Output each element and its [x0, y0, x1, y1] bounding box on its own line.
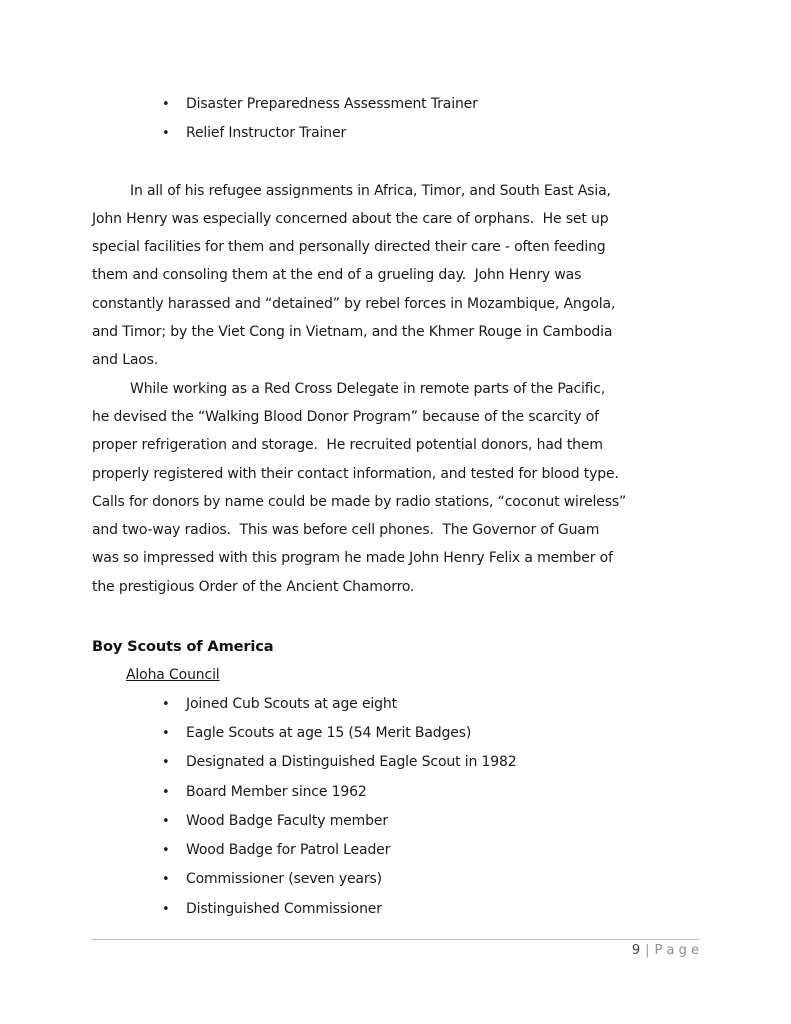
bullet-text: Joined Cub Scouts at age eight: [186, 695, 397, 712]
bullet-text: Distinguished Commissioner: [186, 900, 382, 917]
bullet-text: Eagle Scouts at age 15 (54 Merit Badges): [186, 724, 472, 741]
bullet-item: [162, 807, 699, 836]
text-line: constantly harassed and “detained” by rebel forces in Mozambique, Angola,: [92, 295, 616, 312]
bullet-text: Disaster Preparedness Assessment Trainer: [186, 96, 478, 112]
bullet-item: [162, 778, 699, 807]
bullet-item: [162, 748, 699, 777]
text-line: proper refrigeration and storage. He recruited potential donors, had them: [92, 437, 603, 454]
text-line: and two-way radios. This was before cell phones. The Governor of Guam: [92, 522, 600, 539]
bullet-icon: •: [162, 813, 170, 829]
section-heading-boy-scouts: Boy Scouts of America: [92, 638, 274, 656]
bullet-text: Commissioner (seven years): [186, 871, 382, 888]
text-line: them and consoling them at the end of a grueling day. John Henry was: [92, 267, 582, 284]
scout-bullet-list: [92, 690, 699, 924]
bullet-item: [162, 90, 699, 119]
text-line: In all of his refugee assignments in Africa, Timor, and South East Asia,: [130, 182, 611, 199]
text-line: the prestigious Order of the Ancient Chamorro.: [92, 578, 415, 595]
text-line: special facilities for them and personally directed their care - often feeding: [92, 239, 606, 256]
footer-separator: |: [645, 943, 650, 958]
bullet-item: [162, 119, 699, 148]
page-word: P a g e: [654, 943, 699, 958]
text-line: properly registered with their contact information, and tested for blood type.: [92, 465, 619, 482]
bullet-item: [162, 865, 699, 894]
certification-bullet-list: [92, 90, 699, 149]
text-line: and Laos.: [92, 352, 159, 369]
bullet-text: Designated a Distinguished Eagle Scout in 1982: [186, 754, 517, 771]
bullet-item: [162, 719, 699, 748]
bullet-icon: •: [162, 872, 170, 888]
bullet-item: [162, 690, 699, 719]
bullet-icon: •: [162, 784, 170, 800]
page-footer: [92, 939, 699, 958]
bullet-item: [162, 836, 699, 865]
bullet-text: Wood Badge for Patrol Leader: [186, 842, 391, 859]
text-line: John Henry was especially concerned about the care of orphans. He set up: [92, 210, 609, 227]
bullet-icon: •: [162, 755, 170, 771]
text-line: he devised the “Walking Blood Donor Program” because of the scarcity of: [92, 408, 599, 425]
text-line: While working as a Red Cross Delegate in remote parts of the Pacific,: [130, 380, 606, 397]
bullet-text: Board Member since 1962: [186, 783, 367, 800]
bullet-icon: •: [162, 126, 170, 142]
text-line: was so impressed with this program he made John Henry Felix a member of: [92, 550, 613, 567]
bullet-icon: •: [162, 97, 170, 112]
bullet-icon: •: [162, 696, 170, 712]
bullet-icon: •: [162, 843, 170, 859]
bullet-item: [162, 895, 699, 924]
subsection-aloha-council: Aloha Council: [126, 667, 220, 684]
text-line: and Timor; by the Viet Cong in Vietnam, and the Khmer Rouge in Cambodia: [92, 324, 613, 341]
bullet-text: Wood Badge Faculty member: [186, 812, 388, 829]
page-number: 9: [631, 943, 641, 958]
bullet-icon: •: [162, 901, 170, 917]
text-line: Calls for donors by name could be made by radio stations, “coconut wireless”: [92, 493, 627, 510]
document-content: [92, 0, 699, 924]
paragraph-blood-donor: [92, 375, 699, 601]
bullet-text: Relief Instructor Trainer: [186, 125, 347, 142]
paragraph-refugee-care: [92, 177, 699, 375]
bullet-icon: •: [162, 725, 170, 741]
